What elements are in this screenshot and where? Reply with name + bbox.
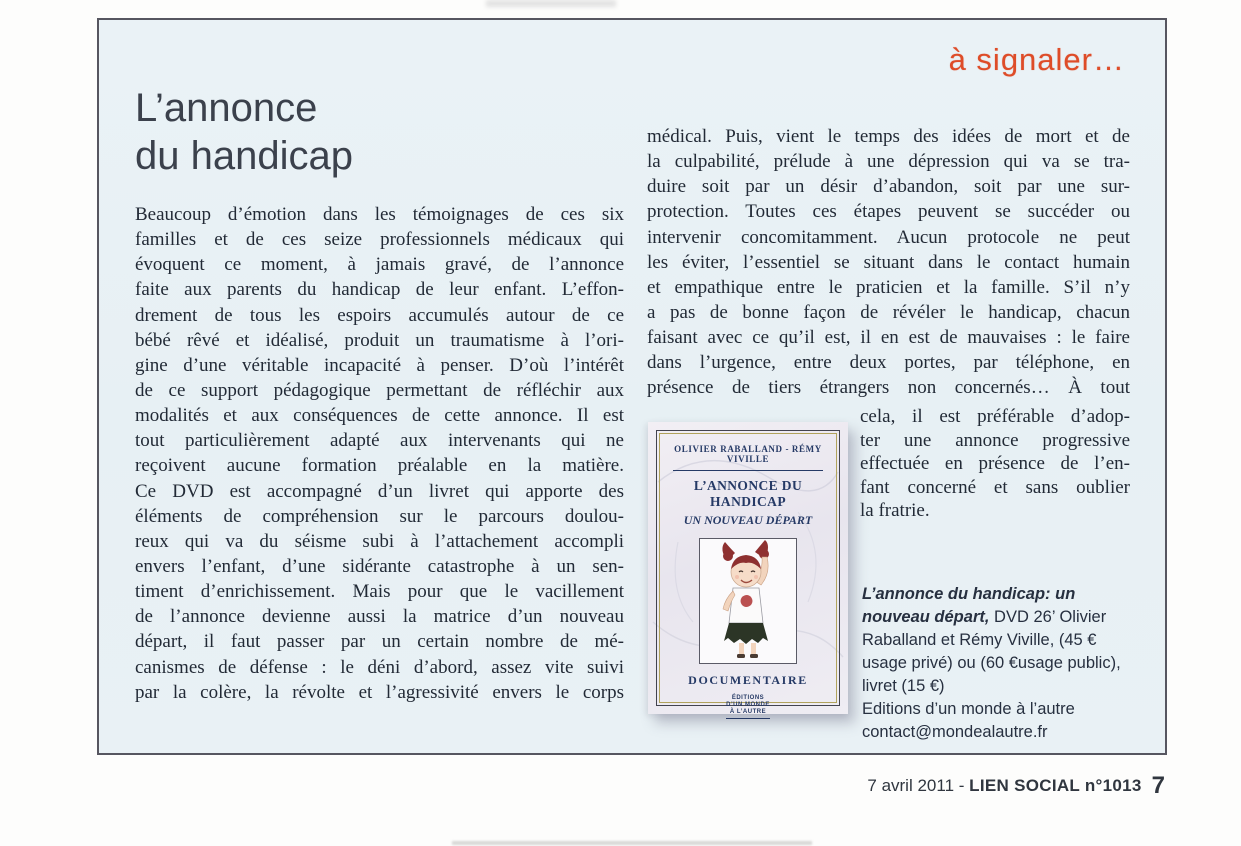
left-column-text: [135, 202, 624, 705]
caption-email: contact@mondealautre.fr: [862, 723, 1048, 741]
scan-artifact: [486, 0, 616, 7]
text-line: et empathique entre le praticien et la famille. S’il n’y: [647, 276, 1130, 298]
text-line: canismes de défense : le déni d’abord, assez vite suivi: [135, 656, 624, 678]
cover-illustration: [699, 538, 797, 664]
text-line: protection. Toutes ces étapes peuvent se succéder ou: [647, 201, 1130, 223]
cover-publisher-mark: [726, 695, 770, 719]
publisher-line1: ÉDITIONS: [731, 695, 765, 701]
footer-page-number: 7: [1151, 772, 1165, 799]
caption-details: DVD 26’ Olivier Raballand et Rémy Viville, (45 € usage privé) ou (60 €usage public), livret (15 €): [862, 608, 1121, 695]
text-line: départ, il faut passer par un certain nombre de mé-: [135, 631, 624, 653]
text-line: présence de tiers étrangers non concernés… À tout: [647, 377, 1130, 399]
text-line: cela, il est préférable d’adop-: [860, 406, 1130, 427]
text-line: par la colère, la révolte et l’agressivité envers le corps: [135, 681, 624, 703]
dvd-cover: [648, 422, 848, 714]
girl-illustration: [701, 539, 795, 661]
caption-publisher: Editions d’un monde à l’autre: [862, 700, 1075, 718]
cover-divider: [673, 470, 823, 471]
dvd-caption: [862, 583, 1142, 744]
footer-separator: -: [954, 776, 970, 795]
page-footer: [867, 772, 1165, 800]
publisher-line2: D’UN MONDE: [726, 702, 770, 708]
text-line: reçoivent aucune formation préalable en la matière.: [135, 455, 624, 477]
text-line: faite aux parents du handicap de leur enfant. L’effon-: [135, 279, 624, 301]
text-line: fant concerné et sans oublier: [860, 476, 1130, 498]
text-line: la culpabilité, prélude à une dépression qui va se tra-: [647, 151, 1130, 173]
text-line: Ce DVD est accompagné d’un livret qui apporte des: [135, 480, 624, 502]
footer-date: 7 avril 2011: [867, 776, 955, 795]
caption-title: L’annonce du handicap: un nouveau départ,: [862, 585, 1076, 626]
text-line: ter une annonce progressive: [860, 429, 1130, 451]
article-title: [135, 84, 353, 180]
cover-genre: DOCUMENTAIRE: [688, 673, 808, 687]
text-line: reux qui va du séisme subi à l’attachement accompli: [135, 530, 624, 552]
text-line: duire soit par un désir d’abandon, soit par une sur-: [647, 176, 1130, 198]
text-line: de ce support pédagogique permettant de réfléchir aux: [135, 379, 624, 401]
caption-text: [862, 583, 1142, 698]
text-line: a pas de bonne façon de révéler le handicap, chacun: [647, 301, 1130, 323]
text-line: les éviter, l’essentiel se situant dans le contact humain: [647, 251, 1130, 273]
text-line: timent d’enrichissement. Mais pour que le vacillement: [135, 581, 624, 603]
cover-subtitle: UN NOUVEAU DÉPART: [683, 513, 813, 527]
scan-artifact: [452, 841, 812, 845]
section-flag: à signaler…: [948, 42, 1125, 77]
text-line: familles et de ces seize professionnels médicaux qui: [135, 229, 624, 251]
text-line: envers l’enfant, d’une sidérante catastrophe à un sen-: [135, 555, 624, 577]
text-line: bébé rêvé et idéalisé, produit un traumatisme à l’ori-: [135, 329, 624, 351]
text-line: Beaucoup d’émotion dans les témoignages de ces six: [135, 204, 624, 225]
cover-authors: OLIVIER RABALLAND - RÉMY VIVILLE: [674, 444, 822, 464]
text-line: dans l’urgence, entre deux portes, par téléphone, en: [647, 352, 1130, 374]
text-line: modalités et aux conséquences de cette annonce. Il est: [135, 405, 624, 427]
text-line: faisant avec ce qu’il est, il en est de mauvaises : le faire: [647, 327, 1130, 349]
cover-title: L’ANNONCE DU HANDICAP: [693, 478, 803, 509]
text-line: effectuée en présence de l’en-: [860, 453, 1130, 475]
text-line: la fratrie.: [860, 500, 930, 522]
article-title-line2: du handicap: [135, 134, 353, 178]
text-line: tout particulièrement adapté aux intervenants qui ne: [135, 430, 624, 452]
text-line: intervenir concomitamment. Aucun protocole ne peut: [647, 226, 1130, 248]
text-line: gine d’une véritable incapacité à penser. D’où l’intérêt: [135, 354, 624, 376]
right-column-wrap-text: [860, 405, 1130, 523]
text-line: de l’annonce devienne aussi la matrice d’un nouveau: [135, 606, 624, 628]
text-line: drement de tous les espoirs accumulés autour de ce: [135, 304, 624, 326]
publisher-line3: À L’AUTRE: [729, 709, 767, 715]
text-line: médical. Puis, vient le temps des idées de mort et de: [647, 126, 1130, 147]
text-line: éléments de compréhension sur le parcours doulou-: [135, 505, 624, 527]
text-line: évoquent ce moment, à jamais gravé, de l’annonce: [135, 254, 624, 276]
footer-magazine: LIEN SOCIAL n°1013: [969, 776, 1142, 795]
article-title-line1: L’annonce: [135, 86, 318, 130]
right-column-text: [647, 124, 1130, 401]
magazine-page: [97, 18, 1167, 755]
